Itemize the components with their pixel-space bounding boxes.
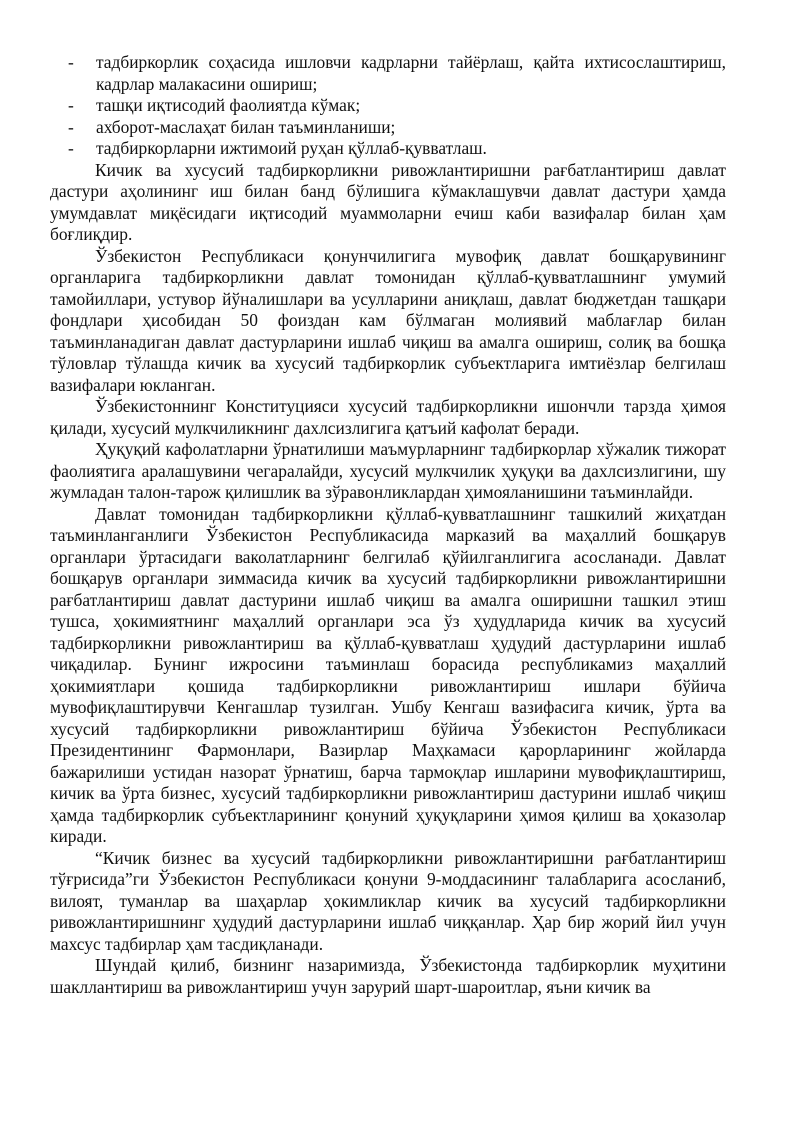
paragraph: Ўзбекистоннинг Конституцияси хусусий тадбиркорликни ишончли тарзда ҳимоя қилади, хусусий мулкчиликнинг дахлсизлигига қатъий кафолат беради. [50, 396, 726, 438]
bullet-dash: - [68, 52, 74, 72]
list-item-text: тадбиркорлик соҳасида ишловчи кадрларни тайёрлаш, қайта ихтисослаштириш, кадрлар малакасини ошириш; [96, 52, 726, 94]
list-item [50, 95, 726, 117]
paragraph: Шундай қилиб, бизнинг назаримизда, Ўзбекистонда тадбиркорлик муҳитини шакллантириш ва ривожлантириш учун зарурий шарт-шароитлар, яъни кичик ва [50, 955, 726, 997]
list-item-text: ташқи иқтисодий фаолиятда кўмак; [96, 95, 361, 115]
paragraph: “Кичик бизнес ва хусусий тадбиркорликни ривожлантиришни рағбатлантириш тўғрисида”ги Ўзбекистон Республикаси қонуни 9-моддасининг талабларига асосланиб, вилоят, туманлар ва шаҳарлар ҳокимликлар кичик ва хусусий тадбиркорликни ривожлантиришнинг ҳудудий дастурларини ишлаб чиққанлар. Ҳар бир жорий йил учун махсус тадбирлар ҳам тасдиқланади. [50, 847, 726, 954]
list-item [50, 138, 726, 160]
paragraph: Давлат томонидан тадбиркорликни қўллаб-қувватлашнинг ташкилий жиҳатдан таъминланганлиги Ўзбекистон Республикасида марказий ва маҳаллий бошқарув органлари ўртасидаги ваколатларнинг белгилаб қўйилганлигига асосланади. Давлат бошқарув органлари зиммасида кичик ва хусусий тадбиркорликни ривожлантиришни рағбатлантириш давлат дастурини ишлаб чиқиш ва амалга оширишни ташкил этиш тушса, ҳокимиятнинг маҳаллий органлари эса ўз ҳудудларида кичик ва хусусий тадбиркорликни ривожлантириш ва қўллаб-қувватлаш ҳудудий дастурларини ишлаб чиқадилар. Бунинг ижросини таъминлаш борасида республикамиз маҳаллий ҳокимиятлари қошида тадбиркорликни ривожлантириш ишлари бўйича мувофиқлаштирувчи Кенгашлар тузилган. Ушбу Кенгаш вазифасига кичик, ўрта ва хусусий тадбиркорликни ривожлантириш бўйича Ўзбекистон Республикаси Президентининг Фармонлари, Вазирлар Маҳкамаси қарорларининг жойларда бажарилиши устидан назорат ўрнатиш, барча тармоқлар ишларини мувофиқлаштириш, кичик ва ўрта бизнес, хусусий тадбиркорликни ривожлантириш дастурини ишлаб чиқиш ҳамда тадбиркорлик субъектларининг қонуний ҳуқуқларини ҳимоя қилиш ва ҳоказолар киради. [50, 503, 726, 846]
bullet-dash: - [68, 138, 74, 158]
paragraph: Ҳуқуқий кафолатларни ўрнатилиши маъмурларнинг тадбиркорлар хўжалик тижорат фаолиятига аралашувини чегаралайди, хусусий мулкчилик ҳуқуқи ва дахлсизлигини, шу жумладан талон-тарож қилишлик ва зўравонликлардан ҳимояланишини таъминлайди. [50, 439, 726, 502]
paragraph: Ўзбекистон Республикаси қонунчилигига мувофиқ давлат бошқарувининг органларига тадбиркорликни давлат томонидан қўллаб-қувватлашнинг умумий тамойиллари, устувор йўналишлари ва усулларини аниқлаш, давлат бюджетдан ташқари фондлари ҳисобидан 50 фоиздан кам бўлмаган молиявий маблағлар билан таъминланадиган давлат дастурларини ишлаб чиқиш ва амалга ошириш, солиқ ва бошқа тўловлар тўлашда кичик ва хусусий тадбиркорлик субъектларига имтиёзлар белгилаш вазифалари юкланган. [50, 245, 726, 395]
bullet-dash: - [68, 95, 74, 115]
list-item-text: тадбиркорларни ижтимоий руҳан қўллаб-қувватлаш. [96, 138, 487, 158]
bullet-list [50, 52, 726, 160]
list-item [50, 117, 726, 139]
list-item [50, 52, 726, 95]
document-page [50, 52, 726, 998]
list-item-text: ахборот-маслаҳат билан таъминланиши; [96, 116, 396, 137]
paragraph: Кичик ва хусусий тадбиркорликни ривожлантиришни рағбатлантириш давлат дастури аҳолининг иш билан банд бўлишига кўмаклашувчи давлат дастури ҳамда умумдавлат миқёсидаги иқтисодий муаммоларни ечиш каби вазифалар билан ҳам боғлиқдир. [50, 159, 726, 244]
bullet-dash: - [68, 116, 74, 137]
